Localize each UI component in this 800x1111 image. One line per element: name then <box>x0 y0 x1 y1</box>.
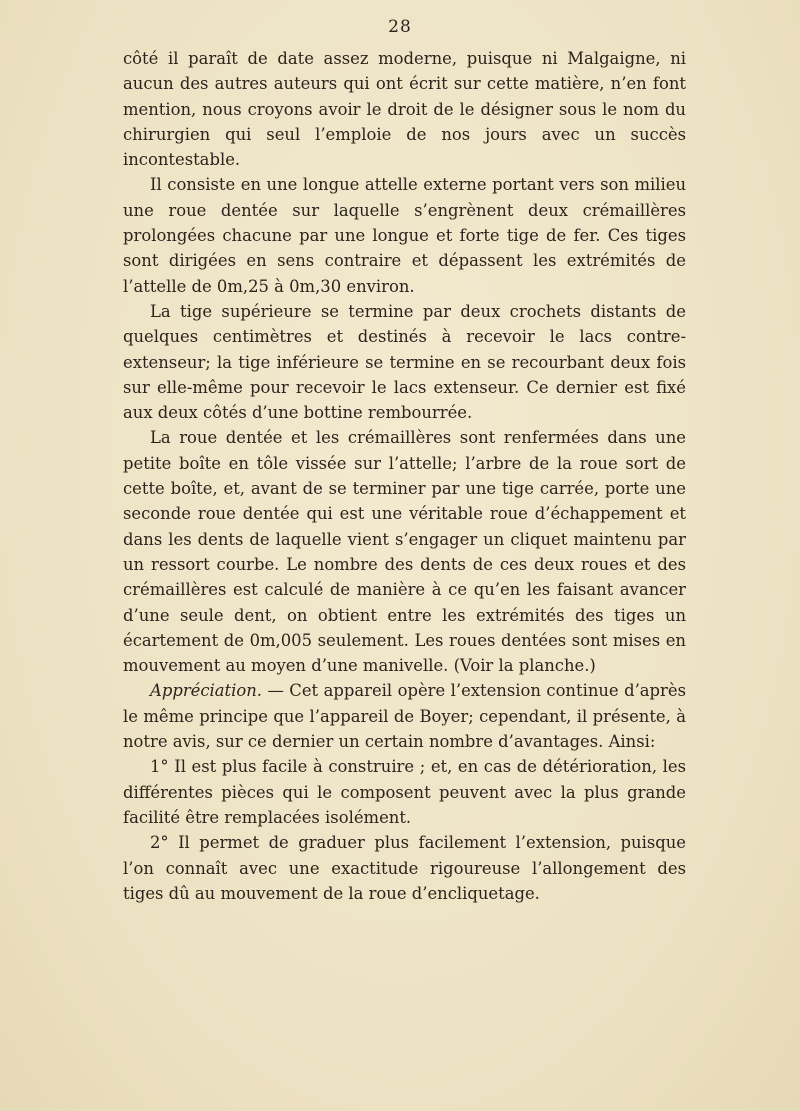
appreciation-label: Appréciation. <box>150 681 263 701</box>
body-text <box>123 46 686 906</box>
paragraph-mechanism: La roue dentée et les crémaillères sont renfermées dans une petite boîte en tôle vissée sur l’attelle; l’arbre de la roue sort de cette boîte, et, avant de se terminer par une tige carrée, porte une seconde roue dentée qui est une véritable roue d’échappement et dans les dents de laquelle vient s’engager un cliquet maintenu par un ressort courbe. Le nombre des dents de ces deux roues et des crémaillères est calculé de manière à ce qu’en les faisant avancer d’une seule dent, on obtient entre les extrémités des tiges un écartement de 0m,005 seulement. Les roues dentées sont mises en mouvement au moyen d’une manivelle. (Voir la planche.) <box>123 428 686 676</box>
paragraph-continuation: côté il paraît de date assez moderne, puisque ni Malgaigne, ni aucun des autres auteurs qui ont écrit sur cette matière, n’en font mention, nous croyons avoir le droit de le désigner sous le nom du chirurgien qui seul l’emploie de nos jours avec un succès incontestable. <box>123 49 686 170</box>
paragraph-advantage-1: 1° Il est plus facile à construire ; et, en cas de détérioration, les différentes pièces qui le composent peuvent avec la plus grande facilité être remplacées isolément. <box>123 757 686 827</box>
paragraph-description: Il consiste en une longue attelle externe portant vers son milieu une roue dentée sur laquelle s’engrènent deux crémaillères prolongées chacune par une longue et forte tige de fer. Ces tiges sont dirigées en sens contraire et dépassent les extrémités de l’attelle de 0m,25 à 0m,30 environ. <box>123 175 686 296</box>
paragraph-appreciation <box>123 678 686 754</box>
paragraph-tiges: La tige supérieure se termine par deux crochets distants de quelques centimètres et destinés à recevoir le lacs contre-extenseur; la tige inférieure se termine en se recourbant deux fois sur elle-même pour recevoir le lacs extenseur. Ce dernier est fixé aux deux côtés d’une bottine rembourrée. <box>123 301 686 423</box>
page-number: 28 <box>388 17 412 37</box>
paragraph-advantage-2: 2° Il permet de graduer plus facilement l’extension, puisque l’on connaît avec une exactitude rigoureuse l’allongement des tiges dû au mouvement de la roue d’encliquetage. <box>123 833 686 903</box>
appreciation-text: — Cet appareil opère l’extension continue d’après le même principe que l’appareil de Boyer; cependant, il présente, à notre avis, sur ce dernier un certain nombre d’avantages. Ainsi: <box>123 681 686 752</box>
